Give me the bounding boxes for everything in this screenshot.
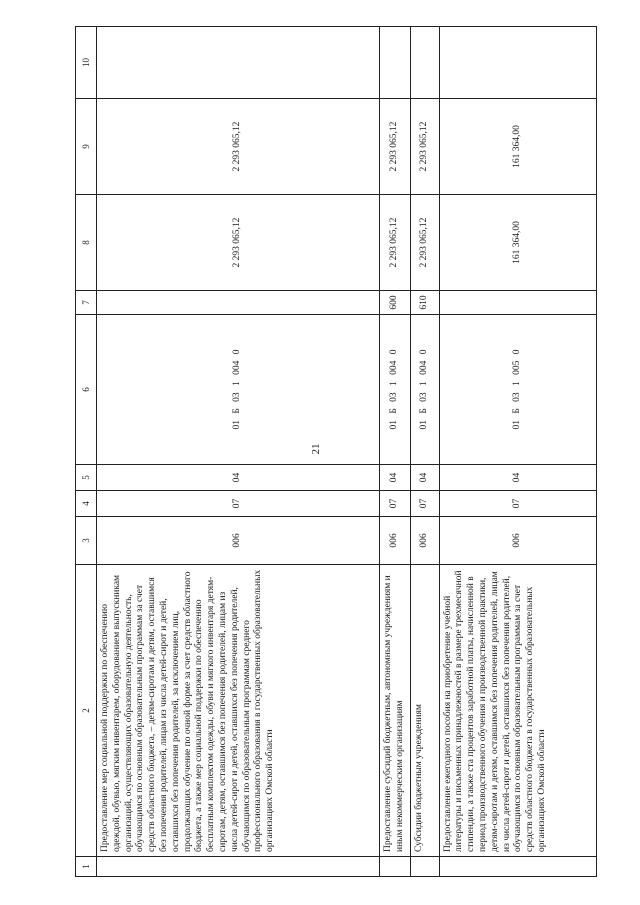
program-code-part: 03 [511, 392, 522, 402]
program-code-part: 004 [418, 360, 429, 375]
cell-subsection: 04 [97, 465, 380, 491]
cell-amount-col8: 2 293 065,12 [410, 195, 439, 291]
cell-section: 07 [380, 491, 411, 517]
program-code-part: 0 [388, 349, 399, 355]
cell-subsection: 04 [410, 465, 439, 491]
col-header-6: 6 [76, 315, 97, 465]
program-code-part: Б [388, 408, 399, 414]
table-row [439, 27, 596, 877]
program-code-part: 0 [511, 349, 522, 355]
program-code-part: 004 [388, 360, 399, 375]
program-code-part: 0 [232, 349, 243, 355]
cell-amount-col9: 2 293 065,12 [410, 99, 439, 195]
program-code-part: 03 [418, 392, 429, 402]
cell-section: 07 [439, 491, 596, 517]
cell-program-code [97, 315, 380, 465]
cell-empty [410, 857, 439, 877]
cell-amount-col10 [97, 27, 380, 99]
program-code-part: 005 [511, 360, 522, 375]
cell-expense-type: 600 [380, 291, 411, 315]
cell-ministry-code: 006 [380, 517, 411, 565]
col-header-4: 4 [76, 491, 97, 517]
cell-empty [97, 857, 380, 877]
cell-expense-type [439, 291, 596, 315]
program-code-part: 01 [511, 420, 522, 430]
program-code-part: 1 [232, 381, 243, 386]
cell-expense-type: 610 [410, 291, 439, 315]
page-number: 21 [310, 443, 322, 455]
cell-amount-col8: 161 364,00 [439, 195, 596, 291]
cell-subsection: 04 [380, 465, 411, 491]
cell-program-code [439, 315, 596, 465]
cell-amount-col8: 2 293 065,12 [380, 195, 411, 291]
cell-section: 07 [410, 491, 439, 517]
program-code-part: 01 [388, 420, 399, 430]
cell-amount-col9: 2 293 065,12 [380, 99, 411, 195]
cell-empty [380, 857, 411, 877]
col-header-7: 7 [76, 291, 97, 315]
cell-section: 07 [97, 491, 380, 517]
program-code-part: Б [232, 408, 243, 414]
header-row [76, 27, 97, 877]
col-header-9: 9 [76, 99, 97, 195]
col-header-2: 2 [76, 565, 97, 857]
cell-amount-col8: 2 293 065,12 [97, 195, 380, 291]
program-code-part: 1 [418, 381, 429, 386]
col-header-1: 1 [76, 857, 97, 877]
program-code-part: 01 [232, 420, 243, 430]
program-code-part: 01 [418, 420, 429, 430]
cell-ministry-code: 006 [439, 517, 596, 565]
program-code-part: 1 [388, 381, 399, 386]
cell-amount-col9: 161 364,00 [439, 99, 596, 195]
cell-empty [439, 857, 596, 877]
row-description: Предоставление ежегодного пособия на приобретение учебной литературы и письменных принадлежностей в размере трехмесячной стипендии, а также ста процентов заработной платы, начисленной в период производственного обучения и производственной практики, детям-сиротам и детям, оставшимся без попечения родителей, лицам из числа детей-сирот и детей, оставшихся без попечения родителей, обучающимся по основным образовательным программам за счет средств областного бюджета в государственных образовательных организациях Омской области [439, 565, 596, 857]
program-code-part: 03 [388, 392, 399, 402]
cell-subsection: 04 [439, 465, 596, 491]
table-row [410, 27, 439, 877]
col-header-5: 5 [76, 465, 97, 491]
cell-amount-col10 [410, 27, 439, 99]
program-code-part: 03 [232, 392, 243, 402]
cell-amount-col10 [380, 27, 411, 99]
budget-table [75, 26, 597, 877]
table-row [97, 27, 380, 877]
table-row [380, 27, 411, 877]
row-description: Предоставление субсидий бюджетным, автономным учреждениям и иным некоммерческим организациям [380, 565, 411, 857]
program-code-part: 1 [511, 381, 522, 386]
cell-program-code [410, 315, 439, 465]
col-header-8: 8 [76, 195, 97, 291]
cell-amount-col10 [439, 27, 596, 99]
program-code-part: 0 [418, 349, 429, 355]
cell-amount-col9: 2 293 065,12 [97, 99, 380, 195]
cell-program-code [380, 315, 411, 465]
row-description: Субсидии бюджетным учреждениям [410, 565, 439, 857]
rotated-table-container [75, 27, 565, 877]
cell-ministry-code: 006 [97, 517, 380, 565]
row-description: Предоставление мер социальной поддержки по обеспечению одеждой, обувью, мягким инвентарем, оборудованием выпускникам организаций, осуществляющих образовательную деятельность, обучающимся по основным образовательным программам за счет средств областного бюджета, – детям-сиротам и детям, оставшимся без попечения родителей, лицам из числа детей-сирот и детей, оставшихся без попечения родителей, за исключением лиц, продолжающих обучение по очной форме за счет средств областного бюджета, а также мер социальной поддержки по обеспечению бесплатным комплектом одежды, обуви и мягкого инвентаря детям-сиротам, детям, оставшимся без попечения родителей, лицам из числа детей-сирот и детей, оставшихся без попечения родителей, обучающимся по образовательным программам среднего профессионального образования в государственных образовательных организациях Омской области [97, 565, 380, 857]
program-code-part: 004 [232, 360, 243, 375]
cell-expense-type [97, 291, 380, 315]
program-code-part: Б [511, 408, 522, 414]
col-header-10: 10 [76, 27, 97, 99]
col-header-3: 3 [76, 517, 97, 565]
cell-ministry-code: 006 [410, 517, 439, 565]
program-code-part: Б [418, 408, 429, 414]
